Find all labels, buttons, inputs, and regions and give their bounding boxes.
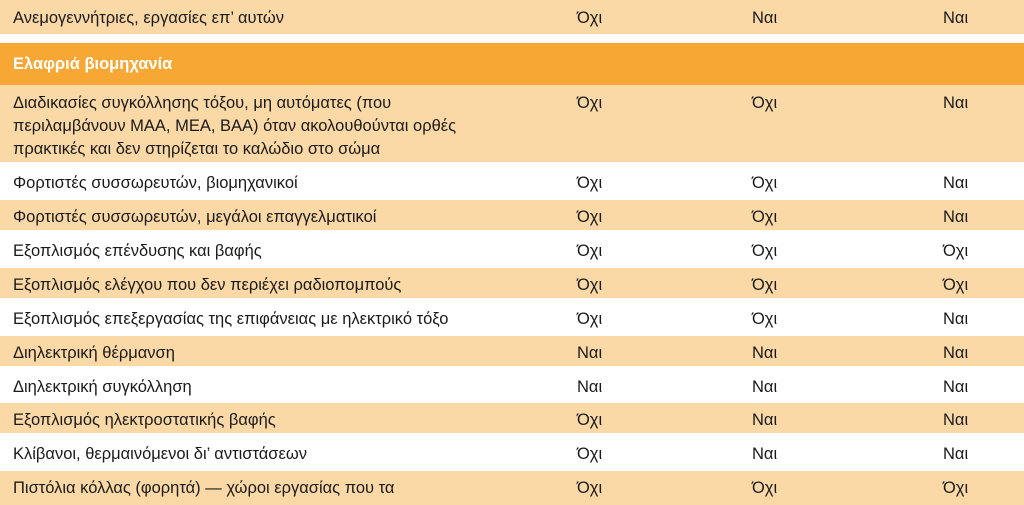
row-value-1: Όχι bbox=[577, 9, 603, 27]
row-value-1: Όχι bbox=[577, 310, 603, 328]
row-value-3: Ναι bbox=[943, 174, 969, 192]
row-value-3: Όχι bbox=[943, 276, 969, 294]
table-row bbox=[0, 370, 1024, 403]
row-value-3: Όχι bbox=[943, 242, 969, 260]
row-value-3: Όχι bbox=[943, 479, 969, 497]
row-value-1: Όχι bbox=[577, 276, 603, 294]
section-header bbox=[0, 43, 1024, 85]
row-value-1: Όχι bbox=[577, 174, 603, 192]
row-label: Εξοπλισμός ηλεκτροστατικής βαφής bbox=[13, 411, 276, 429]
row-value-3: Ναι bbox=[943, 411, 969, 429]
row-value-2: Όχι bbox=[752, 276, 778, 294]
row-label: Εξοπλισμός ελέγχου που δεν περιέχει ραδιοπομπούς bbox=[13, 276, 402, 294]
section-title: Ελαφριά βιομηχανία bbox=[13, 54, 173, 73]
row-label: Εξοπλισμός επεξεργασίας της επιφάνειας με ηλεκτρικό τόξο bbox=[13, 310, 449, 328]
row-value-2: Ναι bbox=[752, 9, 778, 27]
row-label: Διηλεκτρική θέρμανση bbox=[13, 344, 175, 362]
table-row bbox=[0, 302, 1024, 336]
row-value-1: Όχι bbox=[577, 94, 603, 112]
row-label: Φορτιστές συσσωρευτών, μεγάλοι επαγγελματικοί bbox=[13, 208, 377, 226]
row-value-3: Ναι bbox=[943, 9, 969, 27]
row-value-2: Όχι bbox=[752, 242, 778, 260]
row-value-2: Ναι bbox=[752, 445, 778, 463]
row-value-2: Ναι bbox=[752, 378, 778, 396]
row-label: Πιστόλια κόλλας (φορητά) — χώροι εργασίας που τα bbox=[13, 479, 395, 497]
row-label: Ανεμογεννήτριες, εργασίες επ’ αυτών bbox=[13, 9, 284, 27]
row-value-1: Όχι bbox=[577, 479, 603, 497]
row-value-1: Όχι bbox=[577, 411, 603, 429]
row-value-3: Ναι bbox=[943, 445, 969, 463]
row-label-line: Διαδικασίες συγκόλλησης τόξου, μη αυτόματες (που bbox=[13, 94, 392, 112]
row-label-line: πρακτικές και δεν στηρίζεται το καλώδιο στο σώμα bbox=[13, 140, 381, 158]
row-label: Κλίβανοι, θερμαινόμενοι δι’ αντιστάσεων bbox=[13, 445, 307, 463]
row-value-1: Ναι bbox=[577, 378, 603, 396]
table-row bbox=[0, 234, 1024, 268]
row-value-1: Όχι bbox=[577, 242, 603, 260]
row-value-2: Όχι bbox=[752, 174, 778, 192]
table-row bbox=[0, 336, 1024, 370]
table-row bbox=[0, 200, 1024, 234]
table-row bbox=[0, 85, 1024, 166]
table-row bbox=[0, 268, 1024, 302]
row-value-2: Ναι bbox=[752, 344, 778, 362]
table-row bbox=[0, 437, 1024, 471]
row-label: Εξοπλισμός επένδυσης και βαφής bbox=[13, 242, 262, 260]
row-value-1: Όχι bbox=[577, 208, 603, 226]
row-value-2: Όχι bbox=[752, 479, 778, 497]
row-label-line: περιλαμβάνουν MAA, MEA, BAA) όταν ακολουθούνται ορθές bbox=[13, 117, 457, 135]
table-row bbox=[0, 403, 1024, 437]
row-value-3: Ναι bbox=[943, 378, 969, 396]
row-value-2: Όχι bbox=[752, 208, 778, 226]
row-label: Διηλεκτρική συγκόλληση bbox=[13, 378, 192, 396]
row-value-2: Όχι bbox=[752, 310, 778, 328]
row-value-3: Ναι bbox=[943, 310, 969, 328]
table-row bbox=[0, 166, 1024, 200]
row-value-1: Όχι bbox=[577, 445, 603, 463]
row-value-1: Ναι bbox=[577, 344, 603, 362]
table-row bbox=[0, 0, 1024, 38]
row-value-2: Ναι bbox=[752, 411, 778, 429]
row-value-3: Ναι bbox=[943, 208, 969, 226]
row-value-2: Όχι bbox=[752, 94, 778, 112]
table-row bbox=[0, 471, 1024, 505]
row-value-3: Ναι bbox=[943, 94, 969, 112]
row-value-3: Ναι bbox=[943, 344, 969, 362]
row-label: Φορτιστές συσσωρευτών, βιομηχανικοί bbox=[13, 174, 298, 192]
